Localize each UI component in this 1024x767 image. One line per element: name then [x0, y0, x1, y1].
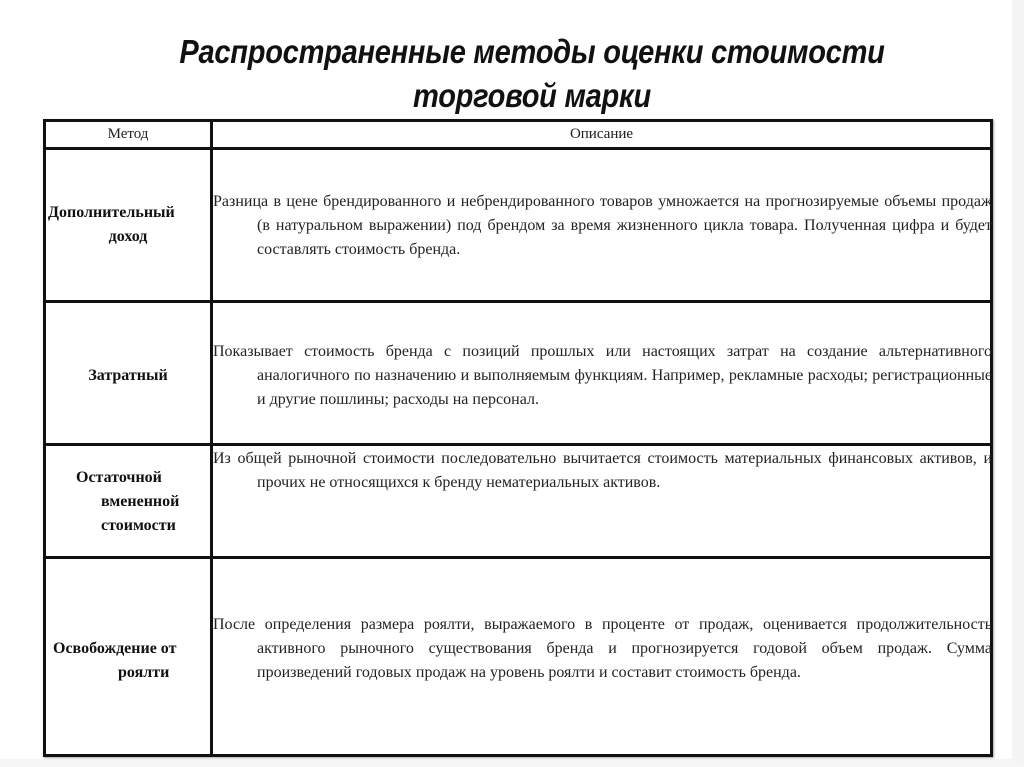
method-name [46, 466, 210, 538]
method-name [46, 637, 210, 685]
method-name-line: Дополнительный [48, 204, 175, 221]
header-method-label: Метод [107, 126, 149, 142]
header-cell-method [46, 122, 213, 147]
method-name-line: Остаточной [76, 469, 162, 486]
methods-table [43, 119, 993, 757]
description-text: После определения размера роялти, выражаемого в проценте от продаж, оценивается продолжительность активного рыночного существования бренда и прогнозируется годовой объем продаж. Сумма произведений годовых продаж на уровень роялти и составит стоимость бренда. [213, 616, 992, 681]
slide-title-line-1: Распространенные методы оценки стоимости [179, 33, 885, 70]
description-cell [213, 559, 990, 754]
slide-title-line-2: торговой марки [413, 77, 651, 114]
table-row [46, 303, 990, 446]
description-text: Из общей рыночной стоимости последовательно вычитается стоимость материальных финансовых активов, и прочих не относящихся к бренду нематериальных активов. [213, 450, 992, 491]
method-name-line: Затратный [88, 367, 168, 384]
method-name-line: стоимости [101, 517, 176, 534]
method-cell [46, 303, 213, 443]
description-cell [213, 303, 990, 443]
table-row [46, 446, 990, 559]
method-name-line: доход [108, 228, 148, 245]
header-description-label: Описание [569, 126, 634, 142]
method-name-line: вмененной [101, 493, 180, 510]
header-cell-description [213, 122, 990, 147]
method-cell [46, 446, 213, 556]
description-cell [213, 150, 990, 300]
method-cell [46, 559, 213, 754]
description-text: Показывает стоимость бренда с позиций прошлых или настоящих затрат на создание альтернативного аналогичного по назначению и выполняемым функциям. Например, рекламные расходы; регистрационные и другие пошлины; расходы на персонал. [213, 343, 992, 408]
slide-title [64, 30, 1000, 118]
table-row [46, 150, 990, 303]
table-header-row [46, 122, 990, 150]
description-cell [213, 446, 990, 556]
method-name [46, 364, 210, 388]
method-name-line: роялти [118, 664, 170, 681]
description-text: Разница в цене брендированного и небрендированного товаров умножается на прогнозируемые объемы продаж (в натуральном выражении) под брендом за время жизненного цикла товара. Полученная цифра и будет составлять стоимость бренда. [213, 193, 992, 258]
method-name-line: Освобождение от [53, 640, 177, 657]
table-row [46, 559, 990, 754]
method-cell [46, 150, 213, 300]
method-name [46, 201, 210, 249]
